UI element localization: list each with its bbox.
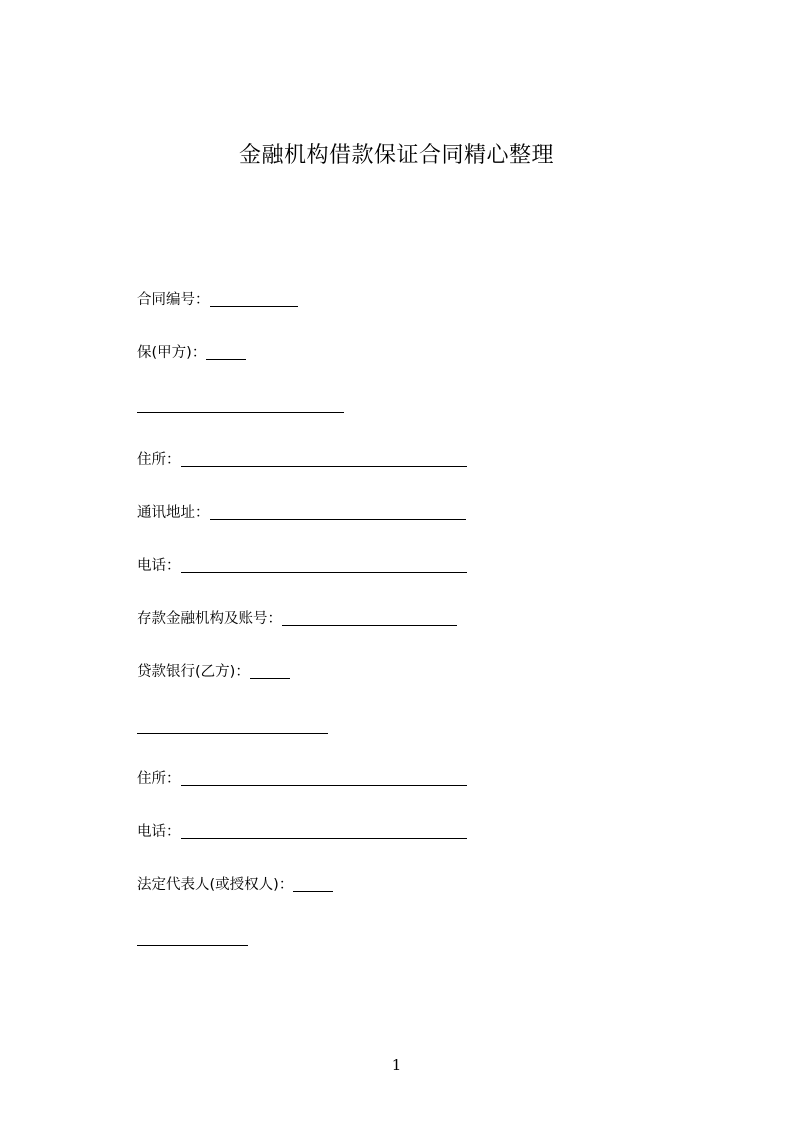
lender-bank-continuation-blank — [137, 733, 328, 734]
guarantor-address-blank — [181, 466, 467, 467]
deposit-account-blank — [282, 625, 457, 626]
mailing-address-label: 通讯地址： — [137, 505, 210, 521]
lender-address-label: 住所： — [137, 771, 181, 787]
guarantor-address-field — [137, 450, 467, 470]
guarantor-field — [137, 343, 246, 363]
legal-representative-continuation-blank — [137, 945, 248, 946]
document-title: 金融机构借款保证合同精心整理 — [238, 143, 554, 168]
deposit-account-label: 存款金融机构及账号： — [137, 611, 282, 627]
lender-bank-field — [137, 662, 290, 682]
contract-number-blank — [210, 306, 298, 307]
contract-number-field — [137, 290, 298, 310]
legal-representative-blank — [293, 891, 333, 892]
lender-address-blank — [181, 785, 467, 786]
guarantor-phone-field — [137, 556, 467, 576]
guarantor-phone-blank — [181, 572, 467, 573]
lender-phone-label: 电话： — [137, 824, 181, 840]
contract-number-label: 合同编号： — [137, 292, 210, 308]
lender-phone-blank — [181, 838, 467, 839]
lender-phone-field — [137, 822, 467, 842]
guarantor-blank — [206, 359, 246, 360]
mailing-address-blank — [210, 519, 466, 520]
mailing-address-field — [137, 503, 466, 523]
guarantor-phone-label: 电话： — [137, 558, 181, 574]
lender-bank-label: 贷款银行(乙方)： — [137, 664, 250, 680]
guarantor-address-label: 住所： — [137, 452, 181, 468]
page-number: 1 — [391, 1056, 402, 1074]
guarantor-label: 保(甲方)： — [137, 345, 207, 361]
legal-representative-field — [137, 875, 333, 895]
deposit-account-field — [137, 609, 457, 629]
lender-bank-blank — [250, 678, 290, 679]
lender-address-field — [137, 769, 467, 789]
guarantor-continuation-blank — [137, 412, 344, 413]
legal-representative-label: 法定代表人(或授权人)： — [137, 877, 294, 893]
